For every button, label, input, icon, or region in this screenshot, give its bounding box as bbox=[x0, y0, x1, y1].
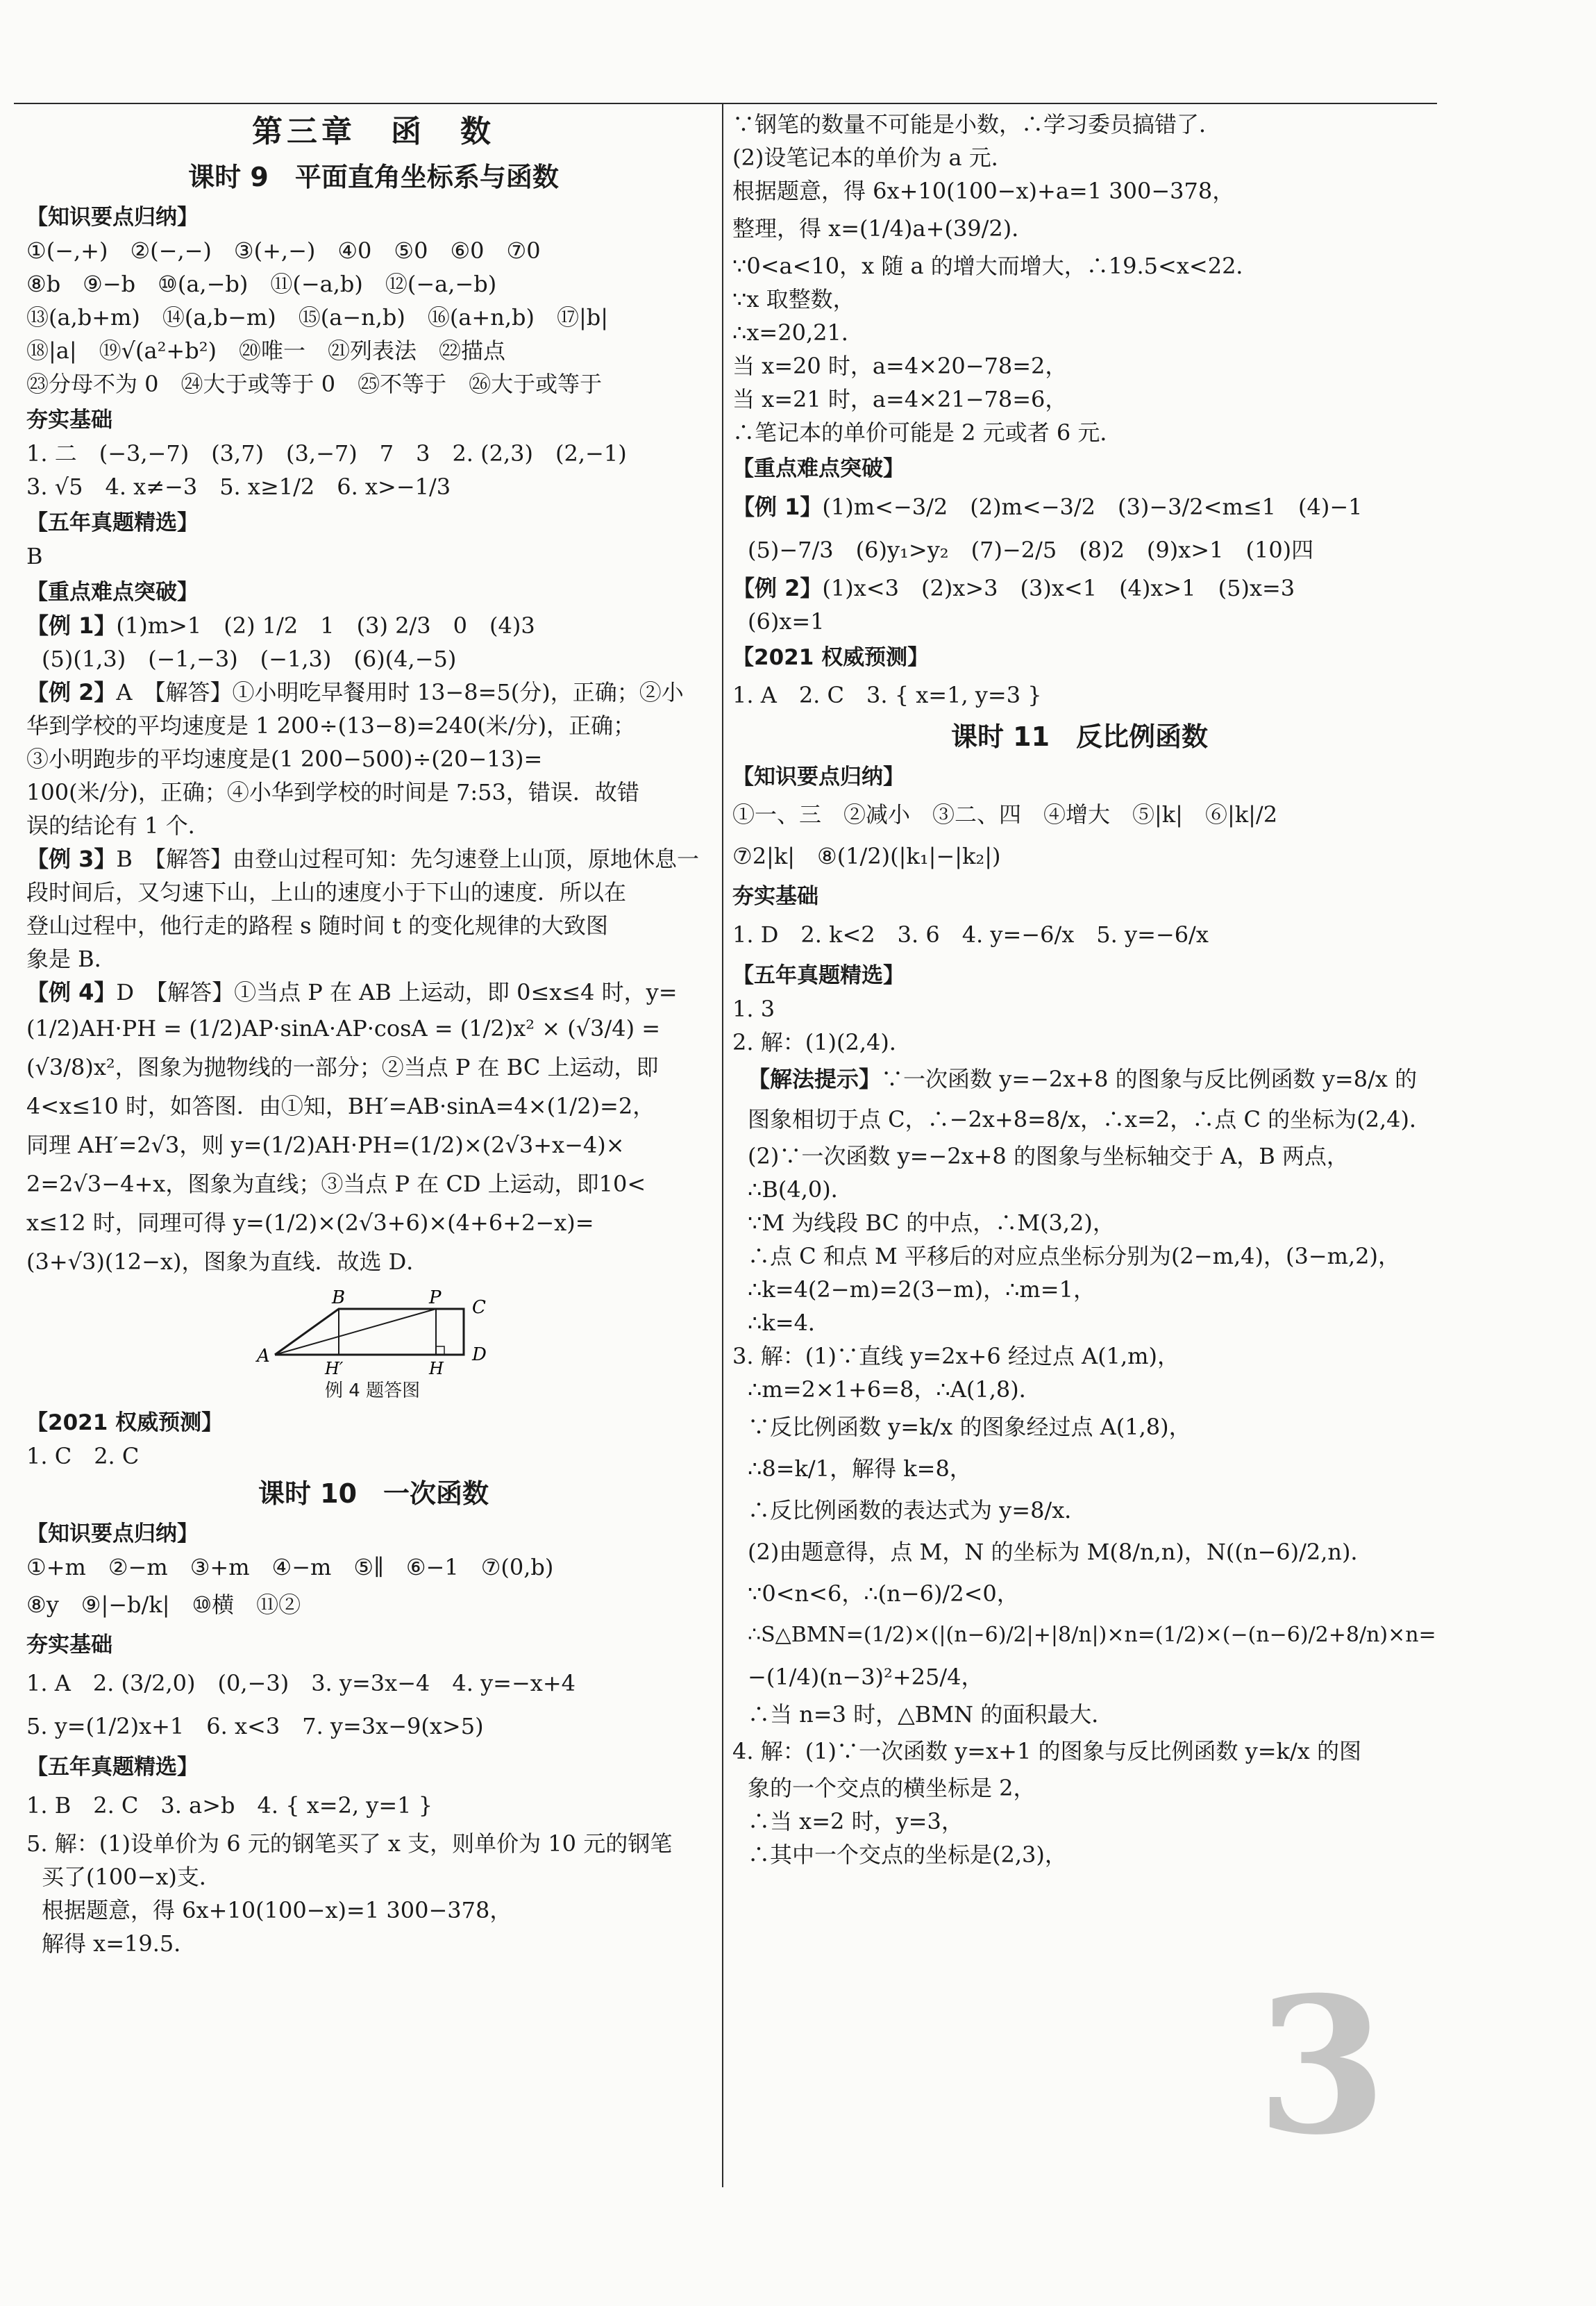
section-prediction: 【2021 权威预测】 bbox=[732, 645, 930, 670]
solution-line: ∵0<a<10，x 随 a 的增大而增大，∴19.5<x<22． bbox=[732, 253, 1259, 279]
example-2 bbox=[26, 676, 721, 709]
knowledge-line: ㉓分母不为 0 ㉔大于或等于 0 ㉕不等于 ㉖大于或等于 bbox=[26, 371, 603, 397]
answer-line: 1. 3 bbox=[732, 996, 775, 1022]
answer-line: 2. 解：(1)(2,4)． bbox=[732, 1029, 912, 1055]
label-h-prime: H′ bbox=[325, 1359, 344, 1376]
solution-line: 3. 解：(1)∵直线 y=2x+6 经过点 A(1,m)， bbox=[732, 1343, 1179, 1369]
example-tag: 【例 1】 bbox=[26, 612, 117, 639]
solution-line: ∵M 为线段 BC 的中点，∴M(3,2)， bbox=[748, 1210, 1115, 1236]
lesson-11-title: 课时 11 反比例函数 bbox=[950, 721, 1209, 752]
example-line: 象是 B． bbox=[26, 946, 117, 972]
section-basic: 夯实基础 bbox=[26, 1632, 112, 1657]
example-tag: 【例 3】 bbox=[26, 846, 117, 872]
knowledge-line: ⑦2|k| ⑧(1/2)(|k₁|−|k₂|) bbox=[732, 843, 1001, 869]
example-tag: 【例 2】 bbox=[732, 575, 823, 601]
example-line: (5)−7/3 (6)y₁>y₂ (7)−2/5 (8)2 (9)x>1 (10)四 bbox=[748, 537, 1314, 563]
answer-line: B bbox=[26, 543, 43, 569]
solution-line: ∵钢笔的数量不可能是小数，∴学习委员搞错了． bbox=[732, 111, 1222, 137]
solution-line: (2)设笔记本的单价为 a 元． bbox=[732, 144, 1014, 171]
example-text: (1)m>1 (2) 1/2 1 (3) 2/3 0 (4)3 bbox=[116, 612, 535, 639]
example-text: (1)m<−3/2 (2)m<−3/2 (3)−3/2<m≤1 (4)−1 bbox=[822, 494, 1363, 520]
trapezoid-diagram bbox=[255, 1285, 519, 1376]
solution-line: (2)由题意得，点 M，N 的坐标为 M(8/n,n)，N((n−6)/2,n)． bbox=[748, 1539, 1373, 1565]
label-a: A bbox=[257, 1346, 270, 1367]
chapter-title: 第三章 函 数 bbox=[252, 114, 495, 149]
example-line: (5)(1,3) (−1,−3) (−1,3) (6)(4,−5) bbox=[42, 646, 457, 672]
knowledge-line: ①一、三 ②减小 ③二、四 ④增大 ⑤|k| ⑥|k|/2 bbox=[732, 801, 1278, 828]
solution-line: ∴k=4(2−m)=2(3−m)，∴m=1， bbox=[748, 1276, 1095, 1303]
example-line: x≤12 时，同理可得 y=(1/2)×(2√3+6)×(4+6+2−x)= bbox=[26, 1210, 594, 1236]
knowledge-line: ⑬(a,b+m) ⑭(a,b−m) ⑮(a−n,b) ⑯(a+n,b) ⑰|b| bbox=[26, 304, 609, 331]
section-prediction: 【2021 权威预测】 bbox=[26, 1410, 224, 1435]
solution-line: ∴S△BMN=(1/2)×(|(n−6)/2|+|8/n|)×n=(1/2)×(−(n−6)/2+8/n)×n= bbox=[748, 1623, 1436, 1647]
knowledge-line: ⑧y ⑨|−b/k| ⑩横 ⑪② bbox=[26, 1591, 301, 1618]
solution-line: 买了(100−x)支． bbox=[42, 1864, 221, 1890]
example-line: (√3/8)x²，图象为抛物线的一部分；②当点 P 在 BC 上运动，即 bbox=[26, 1054, 659, 1080]
section-five-year: 【五年真题精选】 bbox=[732, 963, 905, 988]
solution-line: ∴8=k/1，解得 k=8， bbox=[748, 1455, 972, 1482]
solution-line: ∵x 取整数， bbox=[732, 286, 855, 312]
label-p: P bbox=[429, 1287, 442, 1308]
example-text: D 【解答】①当点 P 在 AB 上运动，即 0≤x≤4 时，y= bbox=[116, 979, 678, 1005]
answer-line: 1. A 2. C 3. { x=1, y=3 } bbox=[732, 682, 1042, 708]
label-b: B bbox=[332, 1287, 346, 1308]
solution-line: ∵0<n<6，∴(n−6)/2<0， bbox=[748, 1580, 1019, 1607]
example-line: ③小明跑步的平均速度是(1 200−500)÷(20−13)= bbox=[26, 746, 543, 772]
solution-line: 4. 解：(1)∵一次函数 y=x+1 的图象与反比例函数 y=k/x 的图 bbox=[732, 1738, 1361, 1764]
example-text: A 【解答】①小明吃早餐用时 13−8=5(分)，正确；②小 bbox=[116, 679, 684, 705]
solution-line: 解得 x=19.5． bbox=[42, 1930, 196, 1957]
example-line: (1/2)AH·PH = (1/2)AP·sinA·AP·cosA = (1/2)x² × (√3/4) = bbox=[26, 1015, 661, 1042]
section-knowledge: 【知识要点归纳】 bbox=[26, 1521, 199, 1546]
label-c: C bbox=[472, 1297, 486, 1318]
example-line: 误的结论有 1 个． bbox=[26, 812, 210, 839]
left-column bbox=[26, 108, 721, 1960]
lesson-10-title: 课时 10 一次函数 bbox=[258, 1478, 489, 1509]
figure-caption: 例 4 题答图 bbox=[325, 1380, 421, 1401]
section-basic: 夯实基础 bbox=[26, 408, 112, 433]
page-number-mark: 3 bbox=[1257, 1955, 1387, 2176]
section-basic: 夯实基础 bbox=[732, 884, 818, 909]
example-line: 4<x≤10 时，如答图．由①知，BH′=AB·sinA=4×(1/2)=2， bbox=[26, 1093, 655, 1119]
example-line: 100(米/分)，正确；④小华到学校的时间是 7:53，错误．故错 bbox=[26, 779, 639, 805]
solution-line: ∴B(4,0)． bbox=[748, 1176, 853, 1203]
solution-line: ∴m=2×1+6=8，∴A(1,8)． bbox=[748, 1376, 1041, 1403]
answer-line: 1. C 2. C bbox=[26, 1443, 140, 1469]
example-text: (1)x<3 (2)x>3 (3)x<1 (4)x>1 (5)x=3 bbox=[822, 575, 1295, 601]
solution-line: ∵反比例函数 y=k/x 的图象经过点 A(1,8)， bbox=[748, 1414, 1191, 1440]
solution-line: ∴反比例函数的表达式为 y=8/x． bbox=[748, 1497, 1087, 1523]
knowledge-line: ⑧b ⑨−b ⑩(a,−b) ⑪(−a,b) ⑫(−a,−b) bbox=[26, 271, 497, 297]
solution-line: ∴当 x=2 时，y=3， bbox=[748, 1808, 964, 1835]
solution-line: ∴其中一个交点的坐标是(2,3)， bbox=[748, 1841, 1067, 1868]
answer-line: 1. 二 (−3,−7) (3,7) (3,−7) 7 3 2. (2,3) (2,−1) bbox=[26, 440, 627, 467]
solution-line: 根据题意，得 6x+10(100−x)+a=1 300−378， bbox=[732, 178, 1235, 204]
section-knowledge: 【知识要点归纳】 bbox=[26, 205, 199, 230]
example-line: (3+√3)(12−x)，图象为直线．故选 D． bbox=[26, 1248, 429, 1275]
example-tag: 【例 1】 bbox=[732, 494, 823, 520]
example-4 bbox=[26, 976, 721, 1009]
knowledge-line: ①+m ②−m ③+m ④−m ⑤∥ ⑥−1 ⑦(0,b) bbox=[26, 1554, 554, 1580]
solution-line: 整理，得 x=(1/4)a+(39/2)． bbox=[732, 215, 1034, 242]
example-line: 登山过程中，他行走的路程 s 随时间 t 的变化规律的大致图 bbox=[26, 912, 608, 939]
solution-line: 根据题意，得 6x+10(100−x)=1 300−378， bbox=[42, 1897, 512, 1923]
example-2 bbox=[732, 571, 1427, 605]
answer-line: 1. B 2. C 3. a>b 4. { x=2, y=1 } bbox=[26, 1792, 433, 1819]
hint-line bbox=[732, 1059, 1427, 1099]
solution-line: 5. 解：(1)设单价为 6 元的钢笔买了 x 支，则单价为 10 元的钢笔 bbox=[26, 1830, 673, 1857]
solution-line: 象的一个交点的横坐标是 2， bbox=[748, 1775, 1036, 1801]
solution-line: −(1/4)(n−3)²+25/4， bbox=[748, 1664, 984, 1690]
solution-line: ∴当 n=3 时，△BMN 的面积最大． bbox=[748, 1701, 1114, 1728]
solution-line: 当 x=20 时，a=4×20−78=2， bbox=[732, 353, 1068, 379]
knowledge-line: ①(−,+) ②(−,−) ③(+,−) ④0 ⑤0 ⑥0 ⑦0 bbox=[26, 237, 541, 264]
lesson-9-title: 课时 9 平面直角坐标系与函数 bbox=[188, 162, 559, 192]
example-tag: 【例 4】 bbox=[26, 979, 117, 1005]
right-column bbox=[732, 108, 1436, 1871]
solution-line: ∴笔记本的单价可能是 2 元或者 6 元． bbox=[732, 419, 1123, 446]
example-4-figure bbox=[26, 1285, 721, 1403]
example-line: 段时间后，又匀速下山，上山的速度小于下山的速度．所以在 bbox=[26, 879, 627, 905]
solution-line: (2)∵一次函数 y=−2x+8 的图象与坐标轴交于 A，B 两点， bbox=[748, 1143, 1349, 1169]
column-divider bbox=[722, 104, 723, 2187]
top-rule bbox=[14, 103, 1437, 104]
example-tag: 【例 2】 bbox=[26, 679, 117, 705]
solution-line: 当 x=21 时，a=4×21−78=6， bbox=[732, 386, 1068, 412]
section-five-year: 【五年真题精选】 bbox=[26, 510, 199, 535]
solution-line: ∴k=4． bbox=[748, 1310, 830, 1336]
example-text: B 【解答】由登山过程可知：先匀速登上山顶，原地休息一 bbox=[116, 846, 699, 872]
section-five-year: 【五年真题精选】 bbox=[26, 1755, 199, 1780]
example-3 bbox=[26, 842, 721, 876]
example-line: (6)x=1 bbox=[748, 608, 825, 635]
example-line: 2=2√3−4+x，图象为直线；③当点 P 在 CD 上运动，即10< bbox=[26, 1171, 646, 1197]
section-knowledge: 【知识要点归纳】 bbox=[732, 765, 905, 789]
solution-line: ∴点 C 和点 M 平移后的对应点坐标分别为(2−m,4)，(3−m,2)， bbox=[748, 1243, 1400, 1269]
answer-line: 5. y=(1/2)x+1 6. x<3 7. y=3x−9(x>5) bbox=[26, 1713, 484, 1739]
hint-tag: 【解法提示】 bbox=[748, 1066, 882, 1092]
answer-line: 1. D 2. k<2 3. 6 4. y=−6/x 5. y=−6/x bbox=[732, 921, 1209, 948]
example-1 bbox=[732, 485, 1427, 528]
knowledge-line: ⑱|a| ⑲√(a²+b²) ⑳唯一 ㉑列表法 ㉒描点 bbox=[26, 337, 506, 364]
hint-text: ∵一次函数 y=−2x+8 的图象与反比例函数 y=8/x 的 bbox=[881, 1066, 1418, 1092]
section-key-points: 【重点难点突破】 bbox=[732, 456, 905, 481]
answer-line: 1. A 2. (3/2,0) (0,−3) 3. y=3x−4 4. y=−x+4 bbox=[26, 1670, 576, 1696]
label-d: D bbox=[472, 1344, 487, 1365]
example-line: 同理 AH′=2√3，则 y=(1/2)AH·PH=(1/2)×(2√3+x−4)× bbox=[26, 1132, 625, 1158]
solution-line: ∴x=20,21． bbox=[732, 319, 864, 346]
example-line: 华到学校的平均速度是 1 200÷(13−8)=240(米/分)，正确； bbox=[26, 712, 636, 739]
section-key-points: 【重点难点突破】 bbox=[26, 580, 199, 605]
example-1 bbox=[26, 609, 721, 642]
hint-line: 图象相切于点 C，∴−2x+8=8/x，∴x=2，∴点 C 的坐标为(2,4)． bbox=[748, 1106, 1431, 1133]
label-h: H bbox=[429, 1359, 444, 1376]
answer-line: 3. √5 4. x≠−3 5. x≥1/2 6. x>−1/3 bbox=[26, 474, 451, 500]
